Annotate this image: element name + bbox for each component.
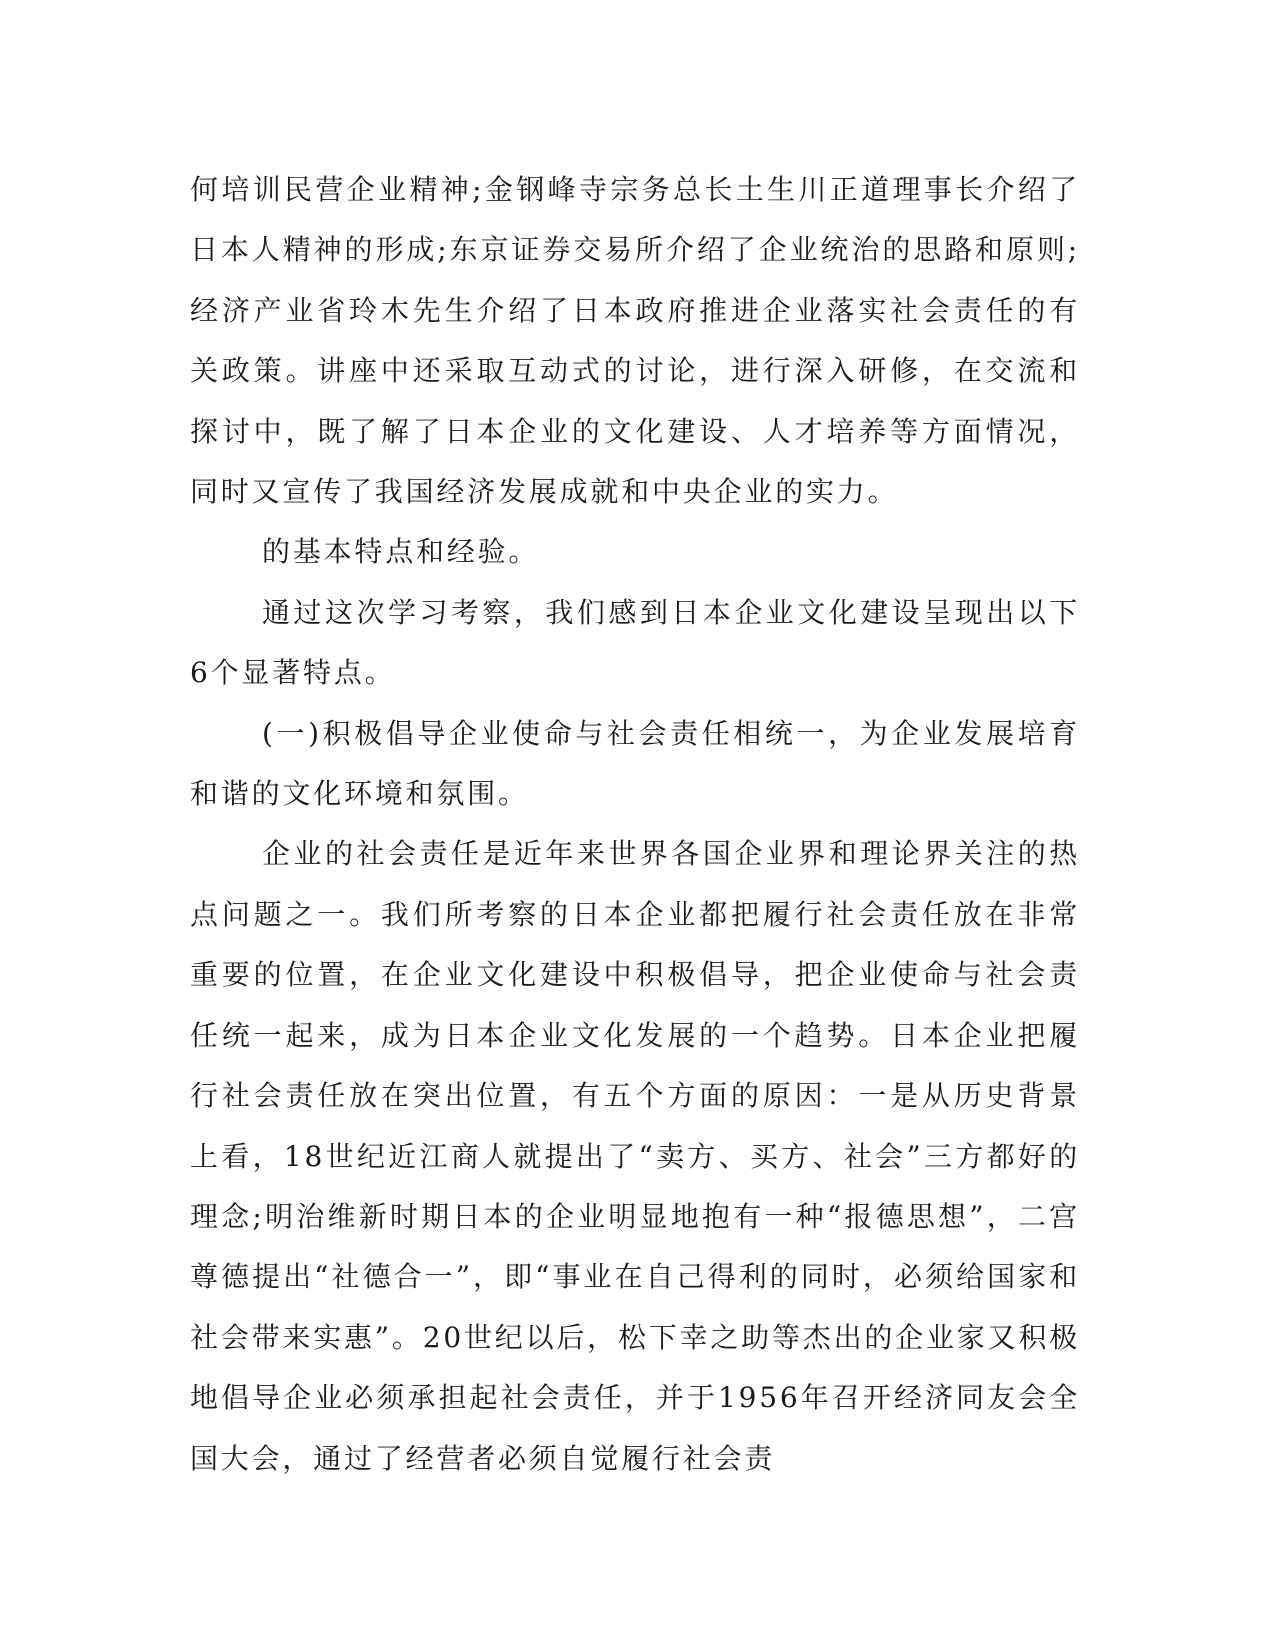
paragraph-section-heading-1: (一)积极倡导企业使命与社会责任相统一，为企业发展培育和谐的文化环境和氛围。	[190, 716, 1080, 811]
paragraph-six-features-intro: 通过这次学习考察，我们感到日本企业文化建设呈现出以下6个显著特点。	[190, 595, 1080, 690]
paragraph-basic-features: 的基本特点和经验。	[262, 535, 540, 569]
paragraph-social-responsibility: 企业的社会责任是近年来世界各国企业界和理论界关注的热点问题之一。我们所考察的日本企业都把履行社会责任放在非常重要的位置，在企业文化建设中积极倡导，把企业使命与社会责任统一起来，成为日本企业文化发展的一个趋势。日本企业把履行社会责任放在突出位置，有五个方面的原因：一是从历史背景上看，18世纪近江商人就提出了“卖方、买方、社会”三方都好的理念;明治维新时期日本的企业明显地抱有一种“报德思想”，二宫尊德提出“社德合一”，即“事业在自己得利的同时，必须给国家和社会带来实惠”。20世纪以后，松下幸之助等杰出的企业家又积极地倡导企业必须承担起社会责任，并于1956年召开经济同友会全国大会，通过了经营者必须自觉履行社会责	[190, 837, 1080, 1475]
document-body	[190, 160, 1080, 1489]
paragraph-training-lectures: 何培训民营企业精神;金钢峰寺宗务总长土生川正道理事长介绍了日本人精神的形成;东京证券交易所介绍了企业统治的思路和原则;经济产业省玲木先生介绍了日本政府推进企业落实社会责任的有关政策。讲座中还采取互动式的讨论，进行深入研修，在交流和探讨中，既了解了日本企业的文化建设、人才培养等方面情况，同时又宣传了我国经济发展成就和中央企业的实力。	[190, 173, 1080, 509]
